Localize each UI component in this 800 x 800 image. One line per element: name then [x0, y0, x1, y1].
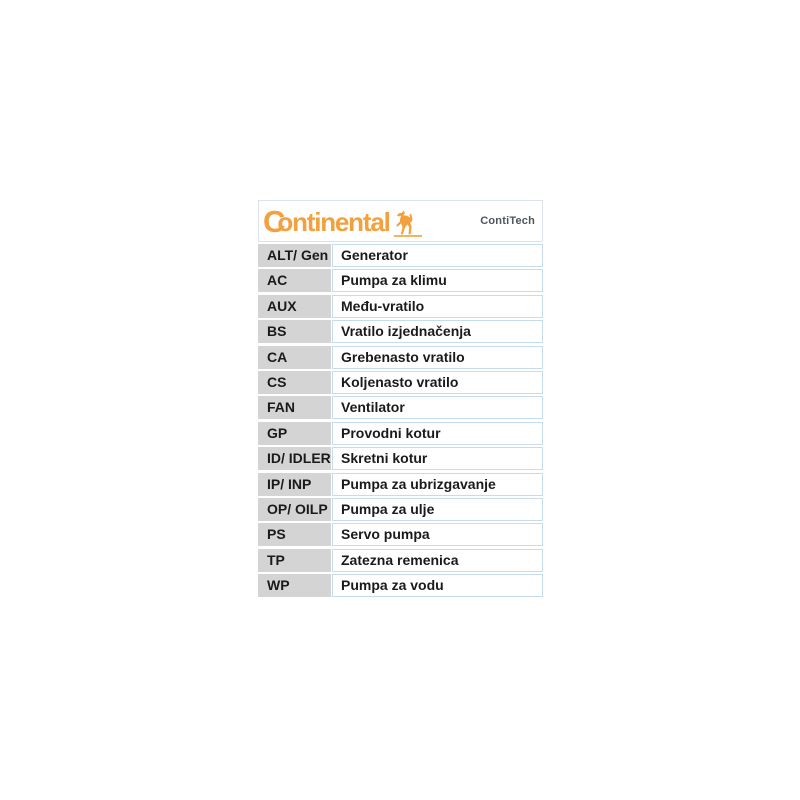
contitech-wordmark: ContiTech [480, 215, 535, 227]
abbr-cell: AC [258, 269, 331, 292]
abbr-cell: TP [258, 549, 331, 572]
legend-card [258, 200, 543, 599]
description-cell: Servo pumpa [332, 523, 543, 546]
description-cell: Skretni kotur [332, 447, 543, 470]
abbr-cell: ALT/ Gen [258, 244, 331, 267]
legend-row [258, 320, 543, 343]
legend-row [258, 396, 543, 419]
abbr-cell: ID/ IDLER [258, 447, 331, 470]
logo-wordmark: ontinental [277, 207, 390, 237]
abbr-cell: CA [258, 346, 331, 369]
description-cell: Među-vratilo [332, 295, 543, 318]
description-cell: Pumpa za ulje [332, 498, 543, 521]
description-cell: Pumpa za vodu [332, 574, 543, 597]
abbr-cell: AUX [258, 295, 331, 318]
description-cell: Koljenasto vratilo [332, 371, 543, 394]
description-cell: Vratilo izjednačenja [332, 320, 543, 343]
legend-row [258, 473, 543, 496]
legend-row [258, 295, 543, 318]
legend-row [258, 549, 543, 572]
abbr-cell: FAN [258, 396, 331, 419]
abbr-cell: BS [258, 320, 331, 343]
legend-table [258, 244, 543, 597]
legend-row [258, 574, 543, 597]
brand-header [258, 200, 543, 242]
abbr-cell: IP/ INP [258, 473, 331, 496]
rearing-horse-icon [391, 209, 423, 238]
abbr-cell: GP [258, 422, 331, 445]
description-cell: Grebenasto vratilo [332, 346, 543, 369]
description-cell: Pumpa za klimu [332, 269, 543, 292]
description-cell: Provodni kotur [332, 422, 543, 445]
abbr-cell: CS [258, 371, 331, 394]
legend-row [258, 422, 543, 445]
description-cell: Pumpa za ubrizgavanje [332, 473, 543, 496]
description-cell: Zatezna remenica [332, 549, 543, 572]
abbr-cell: OP/ OILP [258, 498, 331, 521]
abbr-cell: WP [258, 574, 331, 597]
description-cell: Generator [332, 244, 543, 267]
continental-logo [263, 203, 423, 239]
legend-row [258, 269, 543, 292]
legend-row [258, 523, 543, 546]
logo-letter-c: C [263, 203, 285, 239]
legend-row [258, 447, 543, 470]
legend-row [258, 244, 543, 267]
description-cell: Ventilator [332, 396, 543, 419]
legend-row [258, 346, 543, 369]
abbr-cell: PS [258, 523, 331, 546]
legend-row [258, 498, 543, 521]
legend-row [258, 371, 543, 394]
